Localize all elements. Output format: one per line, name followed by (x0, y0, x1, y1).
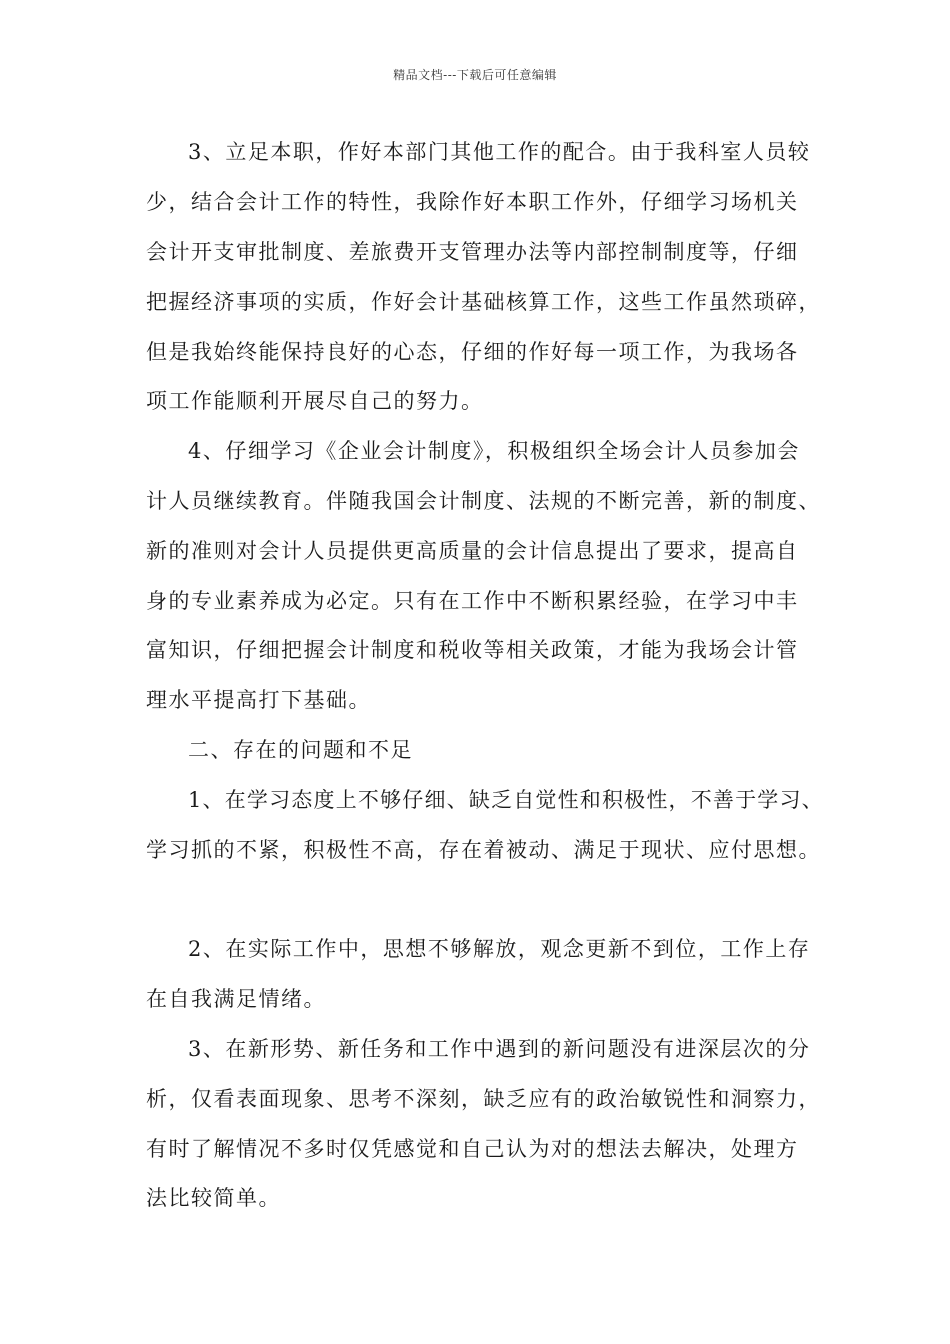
paragraph-line: 1、在学习态度上不够仔细、缺乏自觉性和积极性，不善于学习、 (188, 788, 824, 812)
paragraph-line: 项工作能顺利开展尽自己的努力。 (146, 389, 484, 413)
paragraph-line: 学习抓的不紧，积极性不高，存在着被动、满足于现状、应付思想。 (146, 838, 821, 862)
paragraph-line: 法比较简单。 (146, 1186, 281, 1210)
paragraph-line: 少，结合会计工作的特性，我除作好本职工作外，仔细学习场机关 (146, 190, 799, 214)
paragraph-line: 有时了解情况不多时仅凭感觉和自己认为对的想法去解决，处理方 (146, 1137, 799, 1161)
paragraph-line: 但是我始终能保持良好的心态，仔细的作好每一项工作，为我场各 (146, 340, 799, 364)
paragraph-line: 富知识，仔细把握会计制度和税收等相关政策，才能为我场会计管 (146, 638, 799, 662)
paragraph-line: 会计开支审批制度、差旅费开支管理办法等内部控制制度等，仔细 (146, 240, 799, 264)
paragraph-line: 2、在实际工作中，思想不够解放，观念更新不到位，工作上存 (188, 937, 811, 961)
paragraph-line: 新的准则对会计人员提供更高质量的会计信息提出了要求，提高自 (146, 539, 799, 563)
paragraph-line: 把握经济事项的实质，作好会计基础核算工作，这些工作虽然琐碎， (146, 290, 821, 314)
paragraph-line: 理水平提高打下基础。 (146, 688, 371, 712)
page-header: 精品文档---下载后可任意编辑 (393, 68, 557, 82)
section-heading: 二、存在的问题和不足 (188, 738, 413, 762)
paragraph-line: 4、仔细学习《企业会计制度》，积极组织全场会计人员参加会 (188, 439, 800, 463)
paragraph-line: 3、立足本职，作好本部门其他工作的配合。由于我科室人员较 (188, 140, 811, 164)
paragraph-line: 析，仅看表面现象、思考不深刻，缺乏应有的政治敏锐性和洞察力， (146, 1087, 821, 1111)
paragraph-line: 在自我满足情绪。 (146, 987, 326, 1011)
paragraph-line: 身的专业素养成为必定。只有在工作中不断积累经验，在学习中丰 (146, 589, 799, 613)
paragraph-line: 3、在新形势、新任务和工作中遇到的新问题没有进深层次的分 (188, 1037, 811, 1061)
paragraph-line: 计人员继续教育。伴随我国会计制度、法规的不断完善，新的制度、 (146, 489, 821, 513)
